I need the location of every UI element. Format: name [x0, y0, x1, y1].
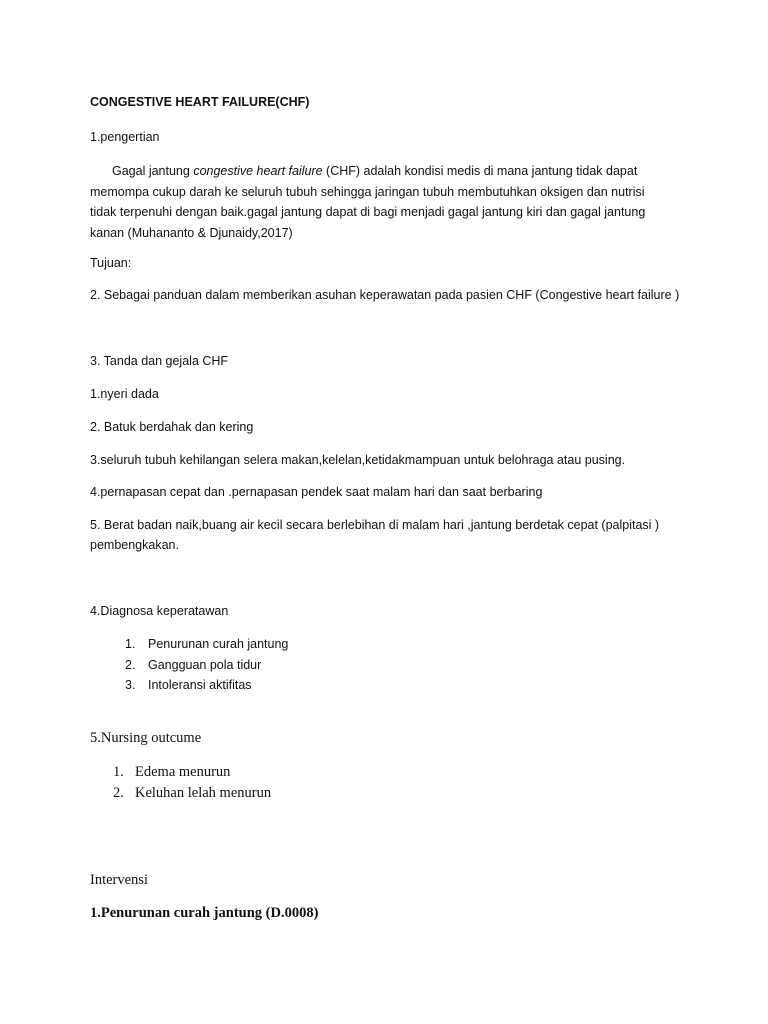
tujuan-item: 2. Sebagai panduan dalam memberikan asuhan keperawatan pada pasien CHF (Congestive heart failure ): [90, 288, 680, 302]
section-4-heading: 4.Diagnosa keperatawan: [90, 604, 229, 618]
list-item-number: 3.: [125, 678, 136, 692]
list-item-number: 1.: [125, 637, 136, 651]
section-3-item-1: 1.nyeri dada: [90, 387, 159, 401]
list-item-number: 2.: [125, 657, 136, 672]
list-item-text: Edema menurun: [135, 764, 231, 780]
diagnosa-list: [125, 637, 288, 699]
list-item: [113, 764, 271, 785]
paragraph-italic-term: congestive heart failure: [193, 164, 327, 178]
section-3-heading: 3. Tanda dan gejala CHF: [90, 354, 229, 368]
list-item: [125, 678, 288, 699]
paragraph-line-1: [90, 161, 690, 182]
list-item-text: Intoleransi aktifitas: [148, 678, 252, 692]
tujuan-label: Tujuan:: [90, 256, 132, 270]
section-3-item-4: 4.pernapasan cepat dan .pernapasan pendek saat malam hari dan saat berbaring: [90, 485, 543, 499]
intervensi-label: Intervensi: [90, 872, 148, 888]
section-5-heading: 5.Nursing outcume: [90, 730, 202, 746]
paragraph-line-1-rest: (CHF) adalah kondisi medis di mana jantung tidak dapat: [326, 164, 638, 178]
nursing-outcome-list: [113, 764, 271, 806]
list-item-number: 1.: [113, 764, 124, 780]
section-1-heading: 1.pengertian: [90, 130, 160, 144]
paragraph-start: Gagal jantung: [112, 164, 194, 178]
section-3-item-5-line-2: pembengkakan.: [90, 538, 179, 552]
list-item: [125, 637, 288, 658]
document-title: CONGESTIVE HEART FAILURE(CHF): [90, 95, 310, 109]
list-item: [125, 658, 288, 679]
paragraph-line-4: kanan (Muhananto & Djunaidy,2017): [90, 225, 293, 240]
section-3-item-5-line-1: 5. Berat badan naik,buang air kecil secara berlebihan di malam hari ,jantung berdetak cepat (palpitasi ): [90, 518, 660, 532]
list-item-text: Gangguan pola tidur: [148, 657, 262, 672]
list-item-number: 2.: [113, 785, 124, 801]
section-3-item-2: 2. Batuk berdahak dan kering: [90, 420, 254, 434]
list-item: [113, 785, 271, 806]
paragraph-line-3: tidak terpenuhi dengan baik.gagal jantung dapat di bagi menjadi gagal jantung kiri dan gagal jantung: [90, 205, 646, 219]
section-3-item-3: 3.seluruh tubuh kehilangan selera makan,kelelan,ketidakmampuan untuk belohraga atau pusing.: [90, 453, 626, 467]
list-item-text: Penurunan curah jantung: [148, 637, 289, 651]
list-item-text: Keluhan lelah menurun: [135, 785, 272, 801]
paragraph-line-2: memompa cukup darah ke seluruh tubuh sehingga jaringan tubuh membutuhkan oksigen dan nutrisi: [90, 184, 645, 199]
intervensi-item-1: 1.Penurunan curah jantung (D.0008): [90, 905, 319, 921]
section-1-paragraph: [90, 161, 690, 243]
